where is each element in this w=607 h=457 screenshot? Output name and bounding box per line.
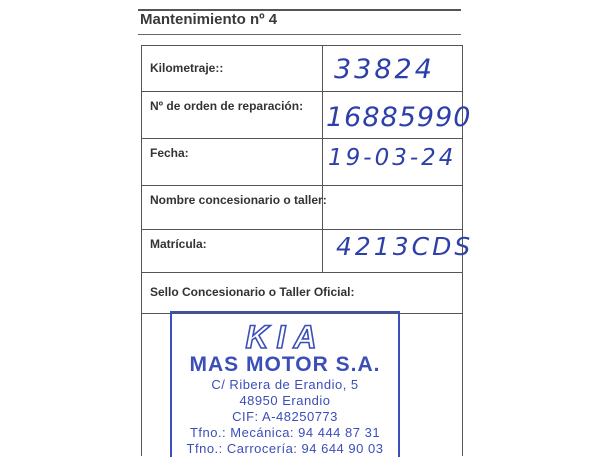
stamp-address: C/ Ribera de Erandio, 5: [211, 377, 359, 392]
concesionario-label: Nombre concesionario o taller:: [150, 193, 327, 207]
fecha-value: 19-03-24: [328, 145, 457, 171]
form-row-orden: [142, 92, 472, 139]
stamp-tel-carroceria: Tfno.: Carrocería: 94 644 90 03: [186, 441, 384, 456]
form-row-fecha: [142, 139, 462, 186]
form-row-concesionario: [142, 186, 462, 230]
orden-label: Nº de orden de reparación:: [150, 99, 304, 113]
kilometraje-value: 33824: [334, 54, 435, 85]
sello-label: Sello Concesionario o Taller Oficial:: [150, 285, 355, 299]
fecha-label: Fecha:: [150, 146, 189, 160]
kia-logo-text: KIA: [245, 319, 325, 354]
orden-value: 16885990: [326, 102, 472, 133]
title-rule: [138, 34, 461, 35]
page-title: Mantenimiento nº 4: [140, 11, 278, 28]
stamp-city: 48950 Erandio: [239, 393, 331, 408]
kilometraje-label: Kilometraje::: [150, 61, 224, 75]
matricula-value: 4213CDS: [336, 232, 474, 261]
matricula-label: Matrícula:: [150, 237, 207, 251]
form-row-kilometraje: [142, 46, 462, 92]
form-row-matricula: [142, 230, 474, 273]
stamp-company-name: MAS MOTOR S.A.: [189, 353, 381, 376]
dealer-stamp: [170, 311, 400, 457]
form-row-sello-label: [142, 273, 462, 314]
kia-logo: [172, 318, 398, 354]
stamp-cif: CIF: A-48250773: [232, 409, 338, 424]
stamp-tel-mecanica: Tfno.: Mecánica: 94 444 87 31: [189, 425, 381, 440]
